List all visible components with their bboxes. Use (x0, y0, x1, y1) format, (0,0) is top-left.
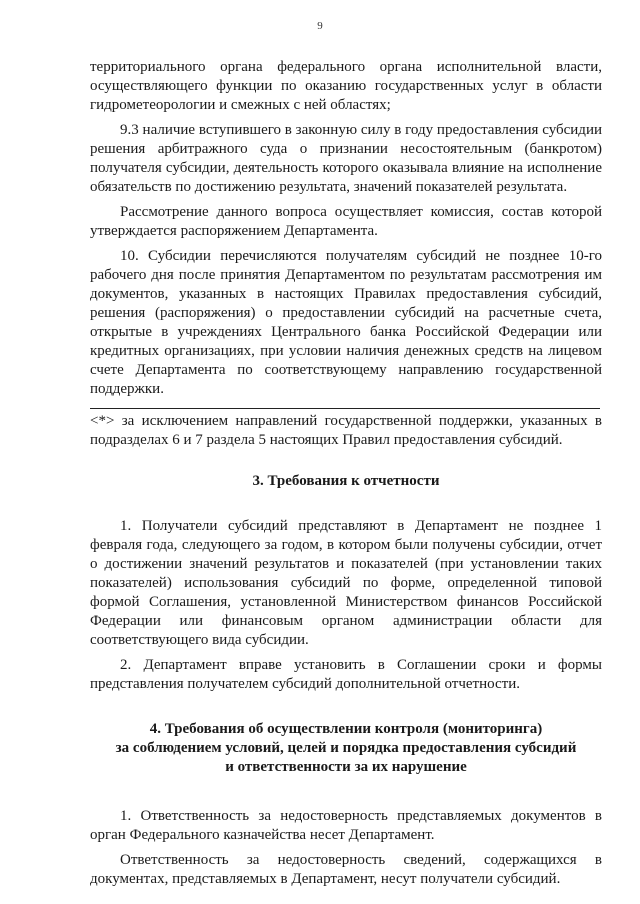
footnote: <*> за исключением направлений государственной поддержки, указанных в подразделах 6 и 7 раздела 5 настоящих Правил предоставления субсидий. (90, 413, 602, 448)
section-3-paragraph-2: 2. Департамент вправе установить в Соглашении сроки и формы представления получателем субсидий дополнительной отчетности. (90, 657, 602, 692)
page-number: 9 (317, 20, 323, 32)
section-4-paragraph-1: 1. Ответственность за недостоверность представляемых документов в орган Федерального казначейства несет Департамент. (90, 808, 602, 843)
paragraph-commission: Рассмотрение данного вопроса осуществляет комиссия, состав которой утверждается распоряжением Департамента. (90, 204, 602, 239)
paragraph-9-3: 9.3 наличие вступившего в законную силу в году предоставления субсидии решения арбитражного суда о признании несостоятельным (банкротом) получателя субсидии, деятельность которого оказывала влияние на исполнение обязательств по достижению результата, значений показателей результата. (90, 122, 602, 195)
section-4-heading-line-1: 4. Требования об осуществлении контроля (мониторинга) (149, 721, 543, 737)
footnote-separator (90, 408, 600, 409)
section-4-paragraph-2: Ответственность за недостоверность сведений, содержащихся в документах, представляемых в Департамент, несут получатели субсидий. (90, 852, 602, 887)
section-4-heading-line-2: за соблюдением условий, целей и порядка предоставления субсидий (115, 740, 577, 756)
section-4-heading (90, 720, 602, 777)
section-3-paragraph-1: 1. Получатели субсидий представляют в Департамент не позднее 1 февраля года, следующего за годом, в котором были получены субсидии, отчет о достижении значений результатов и показателей (при установлении таких показателей) использования субсидий по форме, определенной типовой формой Соглашения, установленной Министерством финансов Российской Федерации или финансовым органом администрации области для соответствующего вида субсидии. (90, 518, 602, 648)
section-4-heading-line-3: и ответственности за их нарушение (225, 759, 467, 775)
document-body (90, 58, 602, 889)
paragraph-10: 10. Субсидии перечисляются получателям субсидий не позднее 10-го рабочего дня после принятия Департаментом по результатам рассмотрения им документов, указанных в настоящих Правилах предоставления субсидий, решения (распоряжения) о предоставлении субсидий на расчетные счета, открытые в учреждениях Центрального банка Российской Федерации или кредитных организациях, при условии наличия денежных средств на лицевом счете Департамента по соответствующему направлению государственной поддержки. (90, 248, 602, 397)
section-3-heading: 3. Требования к отчетности (252, 473, 440, 489)
paragraph-continuation: территориального органа федерального органа исполнительной власти, осуществляющего функции по оказанию государственных услуг в области гидрометеорологии и смежных с ней областях; (90, 59, 602, 113)
